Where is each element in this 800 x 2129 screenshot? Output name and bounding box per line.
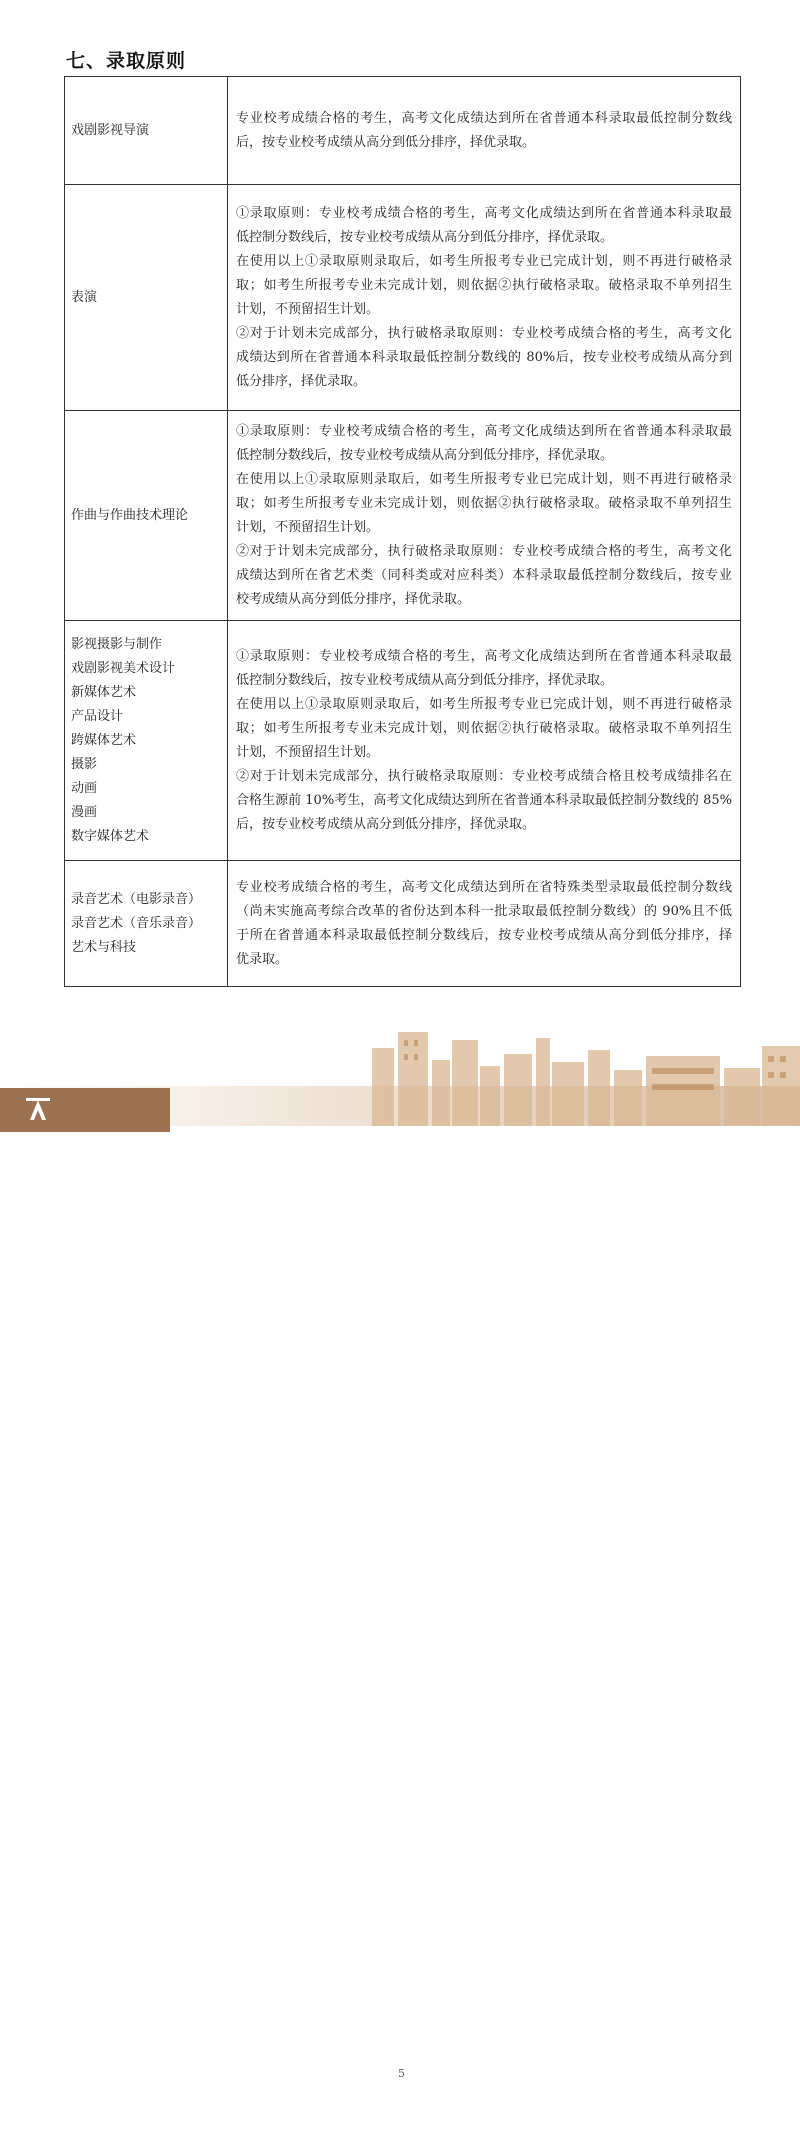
rule-cell	[228, 185, 741, 411]
major-name: 动画	[71, 780, 98, 796]
rule-text-line: 取；如考生所报考专业未完成计划，则依据②执行破格录取。破格录取不单列招生	[236, 495, 732, 511]
rule-text-line: ①录取原则：专业校考成绩合格的考生，高考文化成绩达到所在省普通本科录取最	[236, 423, 732, 439]
rule-text-line: 计划，不预留招生计划。	[236, 744, 380, 760]
rule-text-line: 取；如考生所报考专业未完成计划，则依据②执行破格录取。破格录取不单列招生	[236, 277, 732, 293]
major-name: 录音艺术（音乐录音）	[71, 915, 202, 931]
rule-text-line: （尚未实施高考综合改革的省份达到本科一批录取最低控制分数线）的 90%且不低	[236, 903, 732, 919]
major-name: 艺术与科技	[71, 939, 137, 955]
major-name: 摄影	[71, 756, 98, 772]
rule-cell	[228, 621, 741, 861]
major-name: 跨媒体艺术	[71, 732, 137, 748]
rule-text-line: 专业校考成绩合格的考生，高考文化成绩达到所在省普通本科录取最低控制分数线	[236, 110, 732, 126]
logo-name-cn: 北京电影学院	[54, 2106, 133, 2120]
rule-text-line: 低控制分数线后，按专业校考成绩从高分到低分排序，择优录取。	[236, 229, 614, 245]
major-name: 影视摄影与制作	[71, 636, 163, 652]
rule-row	[65, 185, 741, 411]
rule-row	[65, 77, 741, 185]
rule-text-line: ①录取原则：专业校考成绩合格的考生，高考文化成绩达到所在省普通本科录取最	[236, 205, 732, 221]
rule-cell	[228, 861, 741, 987]
major-cell	[65, 185, 228, 411]
rule-text-line: 低分排序，择优录取。	[236, 373, 367, 389]
logo-name-en: BEIJING FILM ACADEMY	[54, 2122, 153, 2129]
major-name: 作曲与作曲技术理论	[71, 507, 189, 523]
rule-text-line: 计划，不预留招生计划。	[236, 519, 380, 535]
rule-row	[65, 411, 741, 621]
rule-text-line: 成绩达到所在省艺术类（同科类或对应科类）本科录取最低控制分数线后，按专业	[236, 567, 732, 583]
major-name: 戏剧影视美术设计	[71, 660, 176, 676]
major-name: 表演	[71, 289, 98, 305]
rule-row	[65, 861, 741, 987]
rule-text-line: 在使用以上①录取原则录取后，如考生所报考专业已完成计划，则不再进行破格录	[236, 696, 732, 712]
major-cell	[65, 77, 228, 185]
rule-text-line: 专业校考成绩合格的考生，高考文化成绩达到所在省特殊类型录取最低控制分数线	[236, 879, 732, 895]
major-name: 产品设计	[71, 708, 124, 724]
major-cell	[65, 411, 228, 621]
rule-text-line: 校考成绩从高分到低分排序，择优录取。	[236, 591, 471, 607]
rule-cell	[228, 77, 741, 185]
rule-text-line: 合格生源前 10%考生，高考文化成绩达到所在省普通本科录取最低控制分数线的 85%	[236, 792, 732, 808]
footer-decoration	[0, 1010, 800, 2129]
rule-text-line: 后，按专业校考成绩从高分到低分排序，择优录取。	[236, 816, 536, 832]
major-name: 数字媒体艺术	[71, 828, 150, 844]
major-cell	[65, 861, 228, 987]
rule-text-line: 后，按专业校考成绩从高分到低分排序，择优录取。	[236, 134, 536, 150]
rule-cell	[228, 411, 741, 621]
rule-text-line: 于所在省普通本科录取最低控制分数线后，按专业校考成绩从高分到低分排序，择	[236, 927, 732, 943]
major-cell	[65, 621, 228, 861]
rule-text-line: ②对于计划未完成部分，执行破格录取原则：专业校考成绩合格的考生，高考文化	[236, 325, 732, 341]
rule-text-line: 低控制分数线后，按专业校考成绩从高分到低分排序，择优录取。	[236, 447, 614, 463]
skyline-illustration	[0, 1010, 800, 1132]
rule-row	[65, 621, 741, 861]
major-name: 戏剧影视导演	[71, 122, 150, 138]
rule-text-line: 在使用以上①录取原则录取后，如考生所报考专业已完成计划，则不再进行破格录	[236, 471, 732, 487]
major-name: 录音艺术（电影录音）	[71, 891, 202, 907]
rule-text-line: ②对于计划未完成部分，执行破格录取原则：专业校考成绩合格的考生，高考文化	[236, 543, 732, 559]
rule-text-line: 在使用以上①录取原则录取后，如考生所报考专业已完成计划，则不再进行破格录	[236, 253, 732, 269]
rule-text-line: 成绩达到所在省普通本科录取最低控制分数线的 80%后，按专业校考成绩从高分到	[236, 349, 732, 365]
section-title: 七、录取原则	[66, 50, 187, 72]
rule-text-line: ②对于计划未完成部分，执行破格录取原则：专业校考成绩合格且校考成绩排名在	[236, 768, 732, 784]
rule-text-line: 优录取。	[236, 951, 289, 967]
rule-text-line: 低控制分数线后，按专业校考成绩从高分到低分排序，择优录取。	[236, 672, 614, 688]
major-name: 漫画	[71, 804, 98, 820]
rule-text-line: 计划，不预留招生计划。	[236, 301, 380, 317]
page-number: 5	[398, 2067, 405, 2080]
rule-text-line: ①录取原则：专业校考成绩合格的考生，高考文化成绩达到所在省普通本科录取最	[236, 648, 732, 664]
admission-rules-table	[64, 76, 741, 987]
rule-text-line: 取；如考生所报考专业未完成计划，则依据②执行破格录取。破格录取不单列招生	[236, 720, 732, 736]
major-name: 新媒体艺术	[71, 684, 137, 700]
